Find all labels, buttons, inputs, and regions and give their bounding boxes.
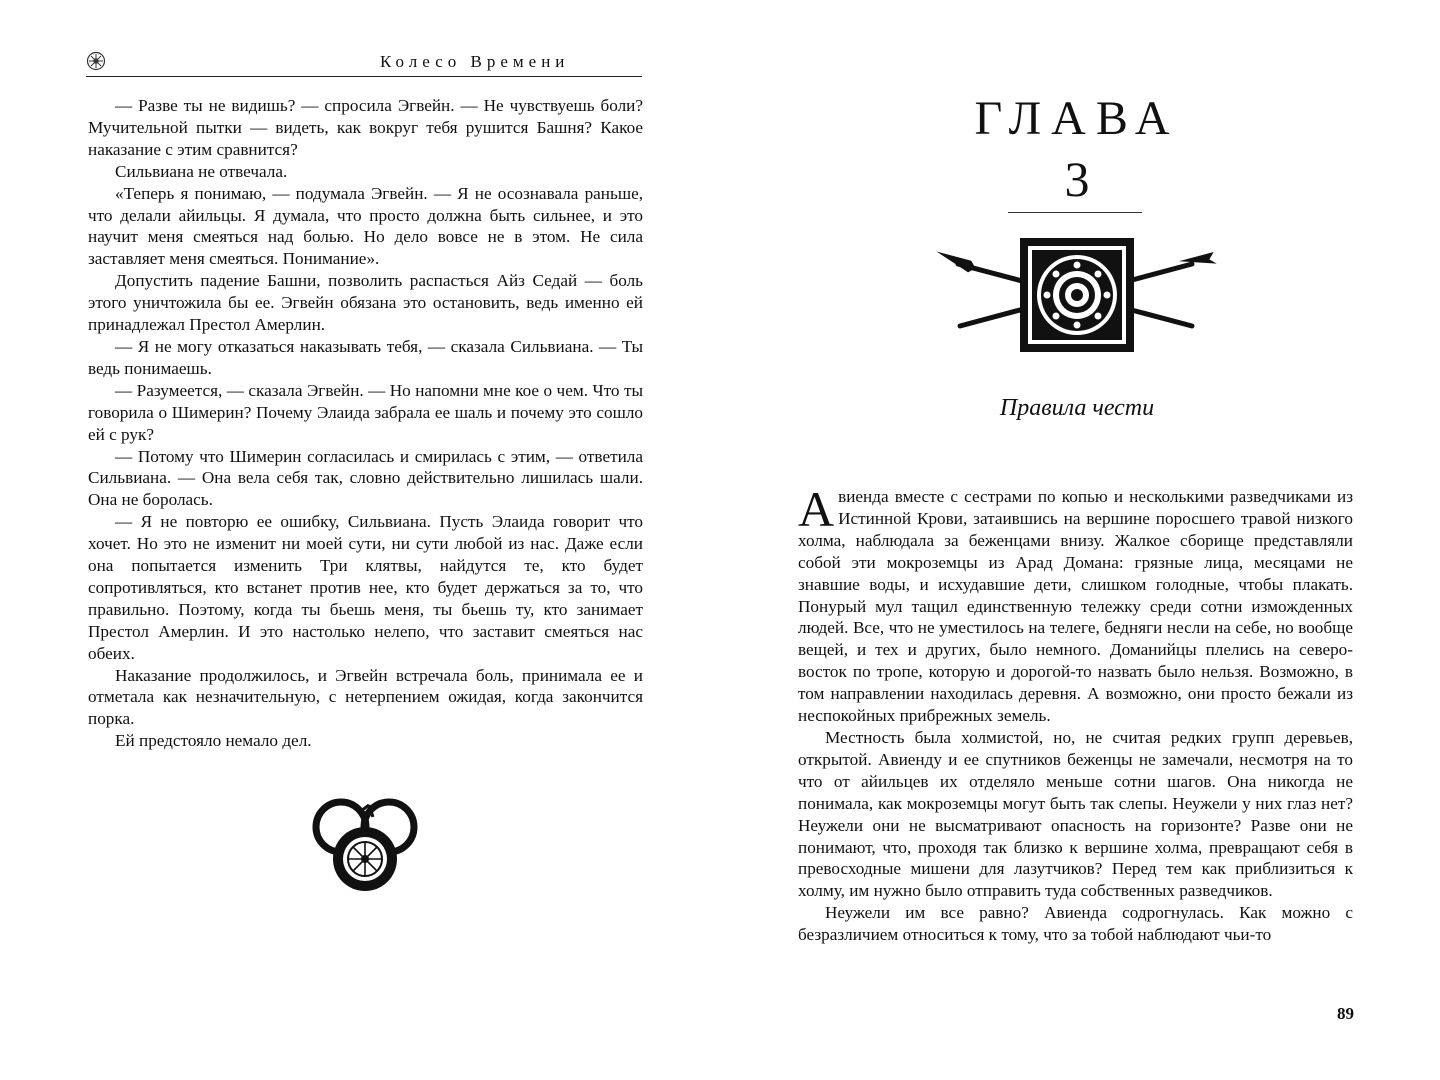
paragraph: — Разумеется, — сказала Эгвейн. — Но напомни мне кое о чем. Что ты говорила о Шимерин? Почему Элаида забрала ее шаль и почему это сошло ей с рук?	[88, 380, 643, 444]
paragraph: Сильвиана не отвечала.	[115, 161, 288, 181]
chapter-number: 3	[1064, 151, 1090, 207]
running-header: Колесо Времени	[380, 52, 570, 71]
paragraph: — Потому что Шимерин согласилась и смирилась с этим, — ответила Сильвиана. — Она вела себя так, словно действительно лишилась шали. Она не боролась.	[88, 446, 643, 510]
paragraph: «Теперь я понимаю, — подумала Эгвейн. — Я не осознавала раньше, что делали айильцы. Я думала, что просто должна быть сильнее, и это научит меня смеяться над болью. Но дело вовсе не в этом. Не сила заставляет меня смеяться. Понимание».	[88, 183, 643, 269]
drop-cap: А	[798, 481, 835, 537]
right-body-text	[798, 481, 1353, 946]
paragraph: Местность была холмистой, но, не считая редких групп деревьев, открытой. Авиенду и ее спутников беженцы не замечали, несмотря на то что от айильцев их отделяло меньше сотни шагов. Она никогда не понимала, как мокроземцы могут быть так слепы. Неужели у них глаз нет? Неужели они не высматривают опасность на горизонте? Разве они не понимают, что, проходя так близко к вершине холма, превращают себя в превосходные мишени для лазутчиков? Перед тем как приблизиться к холму, им нужно было отправить туда собственных разведчиков.	[798, 727, 1353, 901]
paragraph: — Я не могу отказаться наказывать тебя, — сказала Сильвиана. — Ты ведь понимаешь.	[88, 336, 643, 378]
wheel-of-time-icon	[309, 795, 421, 895]
header-rule	[86, 76, 642, 77]
chapter-rule	[1008, 212, 1142, 213]
paragraph: Наказание продолжилось, и Эгвейн встречала боль, принимала ее и отметала как незначительную, с нетерпением ожидая, когда закончится порка.	[88, 665, 643, 729]
paragraph: — Я не повторю ее ошибку, Сильвиана. Пусть Элаида говорит что хочет. Но это не изменит ни моей сути, ни сути любой из нас. Даже если она попытается изменить Три клятвы, найдутся те, кто будет сопротивляться, кто встанет против нее, кто будет держаться за то, что правильно. Поэтому, когда ты бьешь меня, ты бьешь ту, кто занимает Престол Амерлин. И это настолько нелепо, что заставит смеяться нас обеих.	[88, 512, 643, 663]
paragraph: Неужели им все равно? Авиенда содрогнулась. Как можно с безразличием относиться к тому, что за тобой наблюдают чьи-то	[798, 903, 1353, 945]
paragraph: — Разве ты не видишь? — спросила Эгвейн. — Не чувствуешь боли? Мучительной пытки — видеть, как вокруг тебя рушится Башня? Какое наказание с этим сравнится?	[88, 96, 643, 159]
left-body-text	[88, 95, 643, 752]
page-number: 89	[1337, 1004, 1354, 1023]
opening-paragraph	[798, 481, 1353, 727]
wheel-ornament-icon	[86, 51, 106, 71]
shield-and-spears-icon	[930, 234, 1220, 358]
paragraph: Допустить падение Башни, позволить распасться Айз Седай — боль этого уничтожила бы ее. Эгвейн обязана это остановить, ведь именно ей принадлежал Престол Амерлин.	[88, 271, 643, 335]
paragraph: Ей предстояло немало дел.	[115, 731, 312, 751]
chapter-word: ГЛАВА	[974, 92, 1180, 145]
chapter-title: Правила чести	[999, 395, 1155, 421]
opening-paragraph-text: виенда вместе с сестрами по копью и несколькими разведчиками из Истинной Крови, затаившись на вершине поросшего травой низкого холма, наблюдала за беженцами внизу. Жалкое сборище представляли собой эти мокроземцы из Арад Домана: грязные лица, месяцами не знавшие воды, и исхудавшие дети, слишком голодные, чтобы плакать. Понурый мул тащил единственную тележку среди сотни изможденных людей. Все, что не уместилось на телеге, бедняги несли на себе, но вообще вещей, и тех и других, было немного. Доманийцы плелись на северо-восток по тропе, которую и дорогой-то назвать было нельзя. Возможно, в том направлении находилась деревня. А возможно, они просто бежали из неспокойных прибрежных земель.	[798, 487, 1353, 726]
